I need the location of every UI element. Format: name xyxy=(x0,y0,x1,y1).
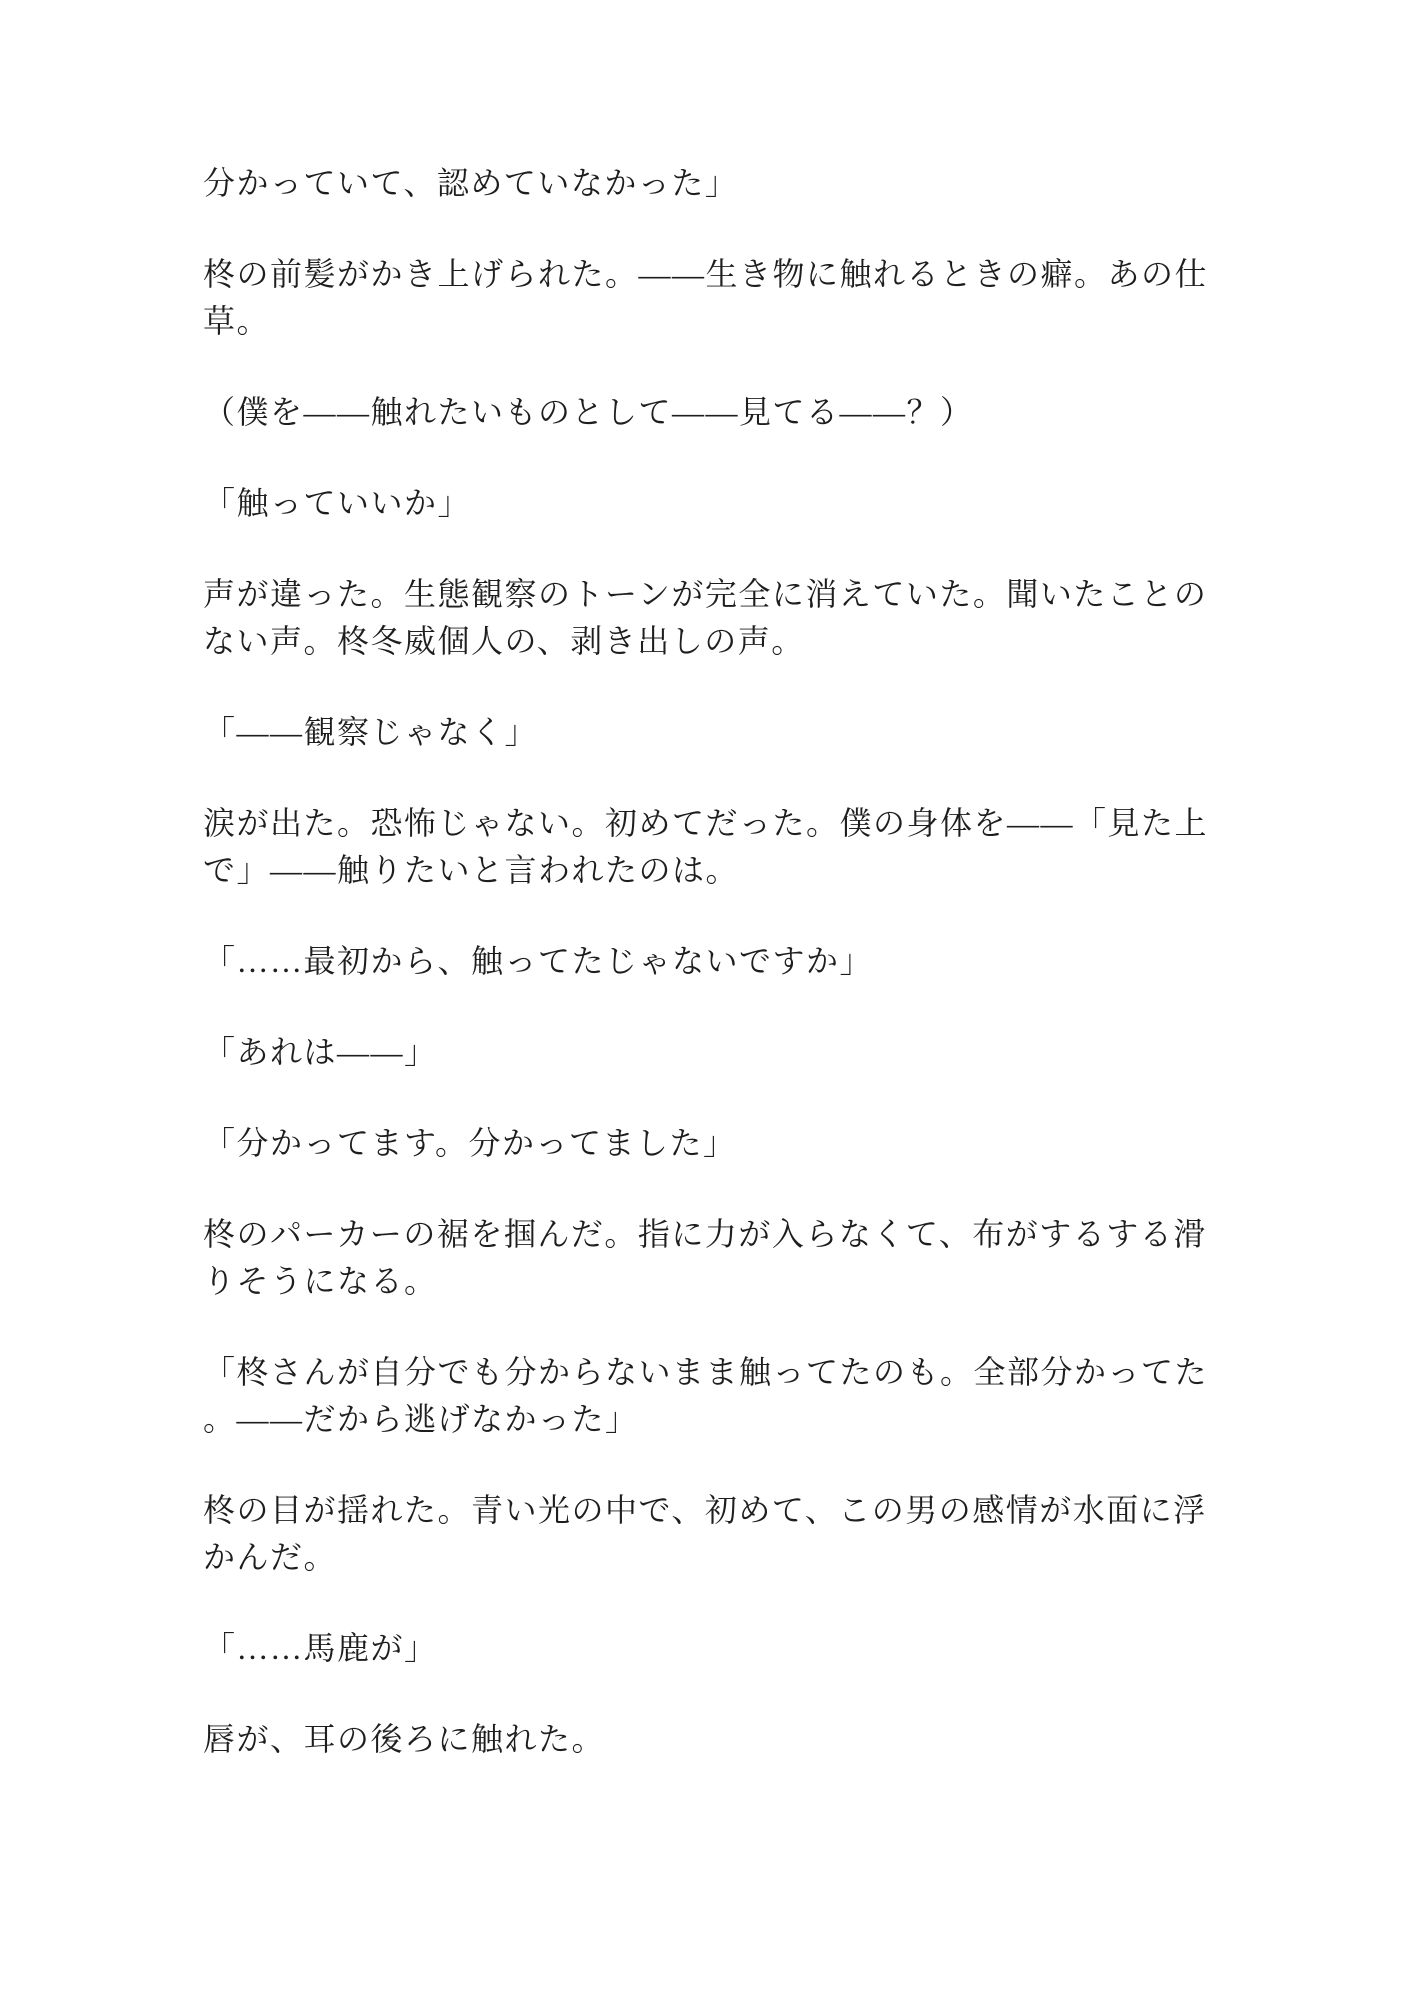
page-text xyxy=(203,160,1275,1807)
text-line: かんだ。 xyxy=(203,1539,338,1575)
text-line: 草。 xyxy=(203,303,271,339)
paragraph xyxy=(203,709,1275,756)
paragraph xyxy=(203,160,1275,207)
paragraph xyxy=(203,389,1275,436)
paragraph xyxy=(203,938,1275,985)
text-line: 「……最初から、触ってたじゃないですか」 xyxy=(203,943,874,979)
text-line: 柊の前髪がかき上げられた。――生き物に触れるときの癖。あの仕 xyxy=(203,256,1209,292)
text-line: 涙が出た。恐怖じゃない。初めてだった。僕の身体を――「見た上 xyxy=(203,805,1209,841)
text-line: 「……馬鹿が」 xyxy=(203,1630,438,1666)
paragraph xyxy=(203,1211,1275,1305)
text-line: 。――だから逃げなかった」 xyxy=(203,1401,639,1437)
paragraph xyxy=(203,1120,1275,1167)
text-line: 柊の目が揺れた。青い光の中で、初めて、この男の感情が水面に浮 xyxy=(203,1492,1207,1528)
paragraph xyxy=(203,1716,1275,1763)
paragraph xyxy=(203,1029,1275,1076)
text-line: ない声。柊冬威個人の、剥き出しの声。 xyxy=(203,623,805,659)
paragraph xyxy=(203,251,1275,345)
text-line: 「あれは――」 xyxy=(203,1034,438,1070)
paragraph xyxy=(203,571,1275,665)
text-line: りそうになる。 xyxy=(203,1263,438,1299)
paragraph xyxy=(203,1625,1275,1672)
paragraph xyxy=(203,1349,1275,1443)
text-line: 声が違った。生態観察のトーンが完全に消えていた。聞いたことの xyxy=(203,576,1208,612)
text-line: 「――観察じゃなく」 xyxy=(203,714,539,750)
text-line: 分かっていて、認めていなかった」 xyxy=(203,165,739,201)
text-line: 唇が、耳の後ろに触れた。 xyxy=(203,1721,606,1757)
paragraph xyxy=(203,800,1275,894)
text-line: 柊のパーカーの裾を掴んだ。指に力が入らなくて、布がするする滑 xyxy=(203,1216,1207,1252)
paragraph xyxy=(203,1487,1275,1581)
text-line: 「触っていいか」 xyxy=(203,485,472,521)
text-line: 「柊さんが自分でも分からないまま触ってたのも。全部分かってた xyxy=(203,1354,1209,1390)
paragraph xyxy=(203,480,1275,527)
text-line: 「分かってます。分かってました」 xyxy=(203,1125,737,1161)
text-line: （僕を――触れたいものとして――見てる――？） xyxy=(203,394,974,430)
text-line: で」――触りたいと言われたのは。 xyxy=(203,852,740,888)
